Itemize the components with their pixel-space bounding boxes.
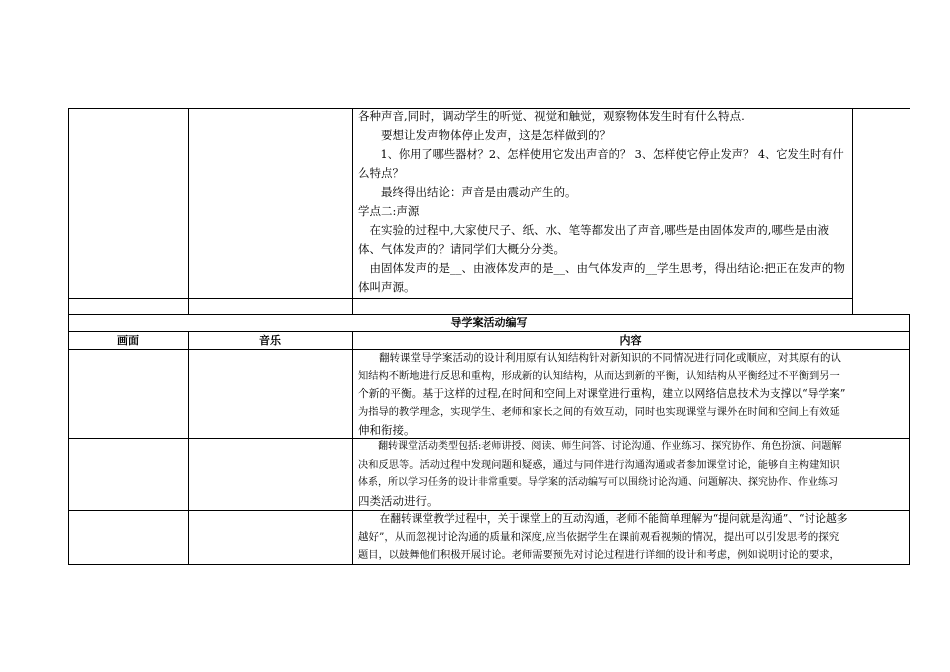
- row-1-line-1: 翻转课堂导学案活动的设计利用原有认知结构针对新知识的不同情况进行同化或顺应，对其原有的认: [358, 352, 841, 364]
- table-title: 导学案活动编写: [450, 316, 528, 329]
- row-3-line-1: 在翻转课堂教学过程中，关于课堂上的互动沟通，老师不能简单理解为“提问就是沟通”、“讨论越多: [358, 512, 848, 525]
- upper-table-row-divider: [68, 298, 853, 299]
- row-2-line-2: 决和反思等。活动过程中发现问题和疑惑，通过与同伴进行沟通沟通或者参加课堂讨论，能够自主构建知识: [358, 459, 840, 471]
- lower-table-col-divider-1: [188, 331, 189, 564]
- upper-table-col-divider-1: [188, 108, 189, 314]
- row-2-line-4: 四类活动进行。: [358, 494, 439, 508]
- upper-line-3: 1、你用了哪些器材？2、怎样使用它发出声音的？ 3、怎样使它停止发声？ 4、它发生时有什: [358, 148, 844, 161]
- upper-line-7: 在实验的过程中,大家使尺子、纸、水、笔等都发出了声音,哪些是由固体发声的,哪些是由液: [358, 223, 829, 237]
- upper-line-8: 体、气体发声的？请同学们大概分分类。: [358, 242, 565, 256]
- lower-table-col-divider-2: [352, 331, 353, 564]
- upper-table-col-divider-2: [352, 108, 353, 314]
- upper-line-6: 学点二:声源: [358, 204, 420, 218]
- lower-table-right-border: [909, 314, 910, 564]
- upper-line-2: 要想让发声物体停止发声，这是怎样做到的？: [358, 128, 611, 142]
- upper-line-9: 由固体发声的是__、由液体发声的是__、由气体发声的__学生思考，得出结论:把正在发声的物: [358, 261, 845, 275]
- lower-table-left-border: [68, 314, 69, 564]
- header-music: 音乐: [259, 334, 281, 347]
- upper-line-1: 各种声音,同时，调动学生的听觉、视觉和触觉，观察物体发生时有什么特点.: [358, 109, 745, 123]
- header-content: 内容: [619, 334, 642, 347]
- row-1-line-5: 伸和衔接。: [358, 423, 416, 437]
- upper-table-left-border: [68, 108, 69, 314]
- header-picture: 画面: [117, 334, 139, 347]
- upper-table-col-divider-3: [852, 108, 853, 314]
- row-1-line-4: 为指导的教学理念，实现学生、老师和家长之间的有效互动，同时也实现课堂与课外在时间和空间上有效延: [358, 406, 840, 418]
- row-1-line-2: 知结构不断地进行反思和重构，形成新的认知结构，从而达到新的平衡，认知结构从平衡经过不平衡到另一: [358, 370, 840, 382]
- upper-line-10: 体叫声源。: [358, 280, 416, 294]
- upper-line-5: 最终得出结论：声音是由震动产生的。: [358, 185, 577, 199]
- row-3-line-3: 题目，以鼓舞他们积极开展讨论。老师需要预先对讨论过程进行详细的设计和考虑，例如说明讨论的要求，: [358, 549, 840, 561]
- row-1-line-3: 个新的平衡。基于这样的过程,在时间和空间上对课堂进行重构，建立以网络信息技术为支撑以“导学案”: [358, 387, 846, 400]
- row-2-line-1: 翻转课堂活动类型包括:老师讲授、阅读、师生问答、讨论沟通、作业练习、探究协作、角色扮演、问题解: [358, 441, 842, 452]
- upper-line-4: 么特点？: [358, 166, 404, 180]
- row-2-line-3: 体系，所以学习任务的设计非常重要。导学案的活动编写可以围绕讨论沟通、问题解决、探究协作、作业练习: [358, 477, 838, 488]
- row-3-line-2: 越好”，从而忽视讨论沟通的质量和深度,应当依据学生在课前观看视频的情况，提出可以引发思考的探究: [358, 531, 840, 543]
